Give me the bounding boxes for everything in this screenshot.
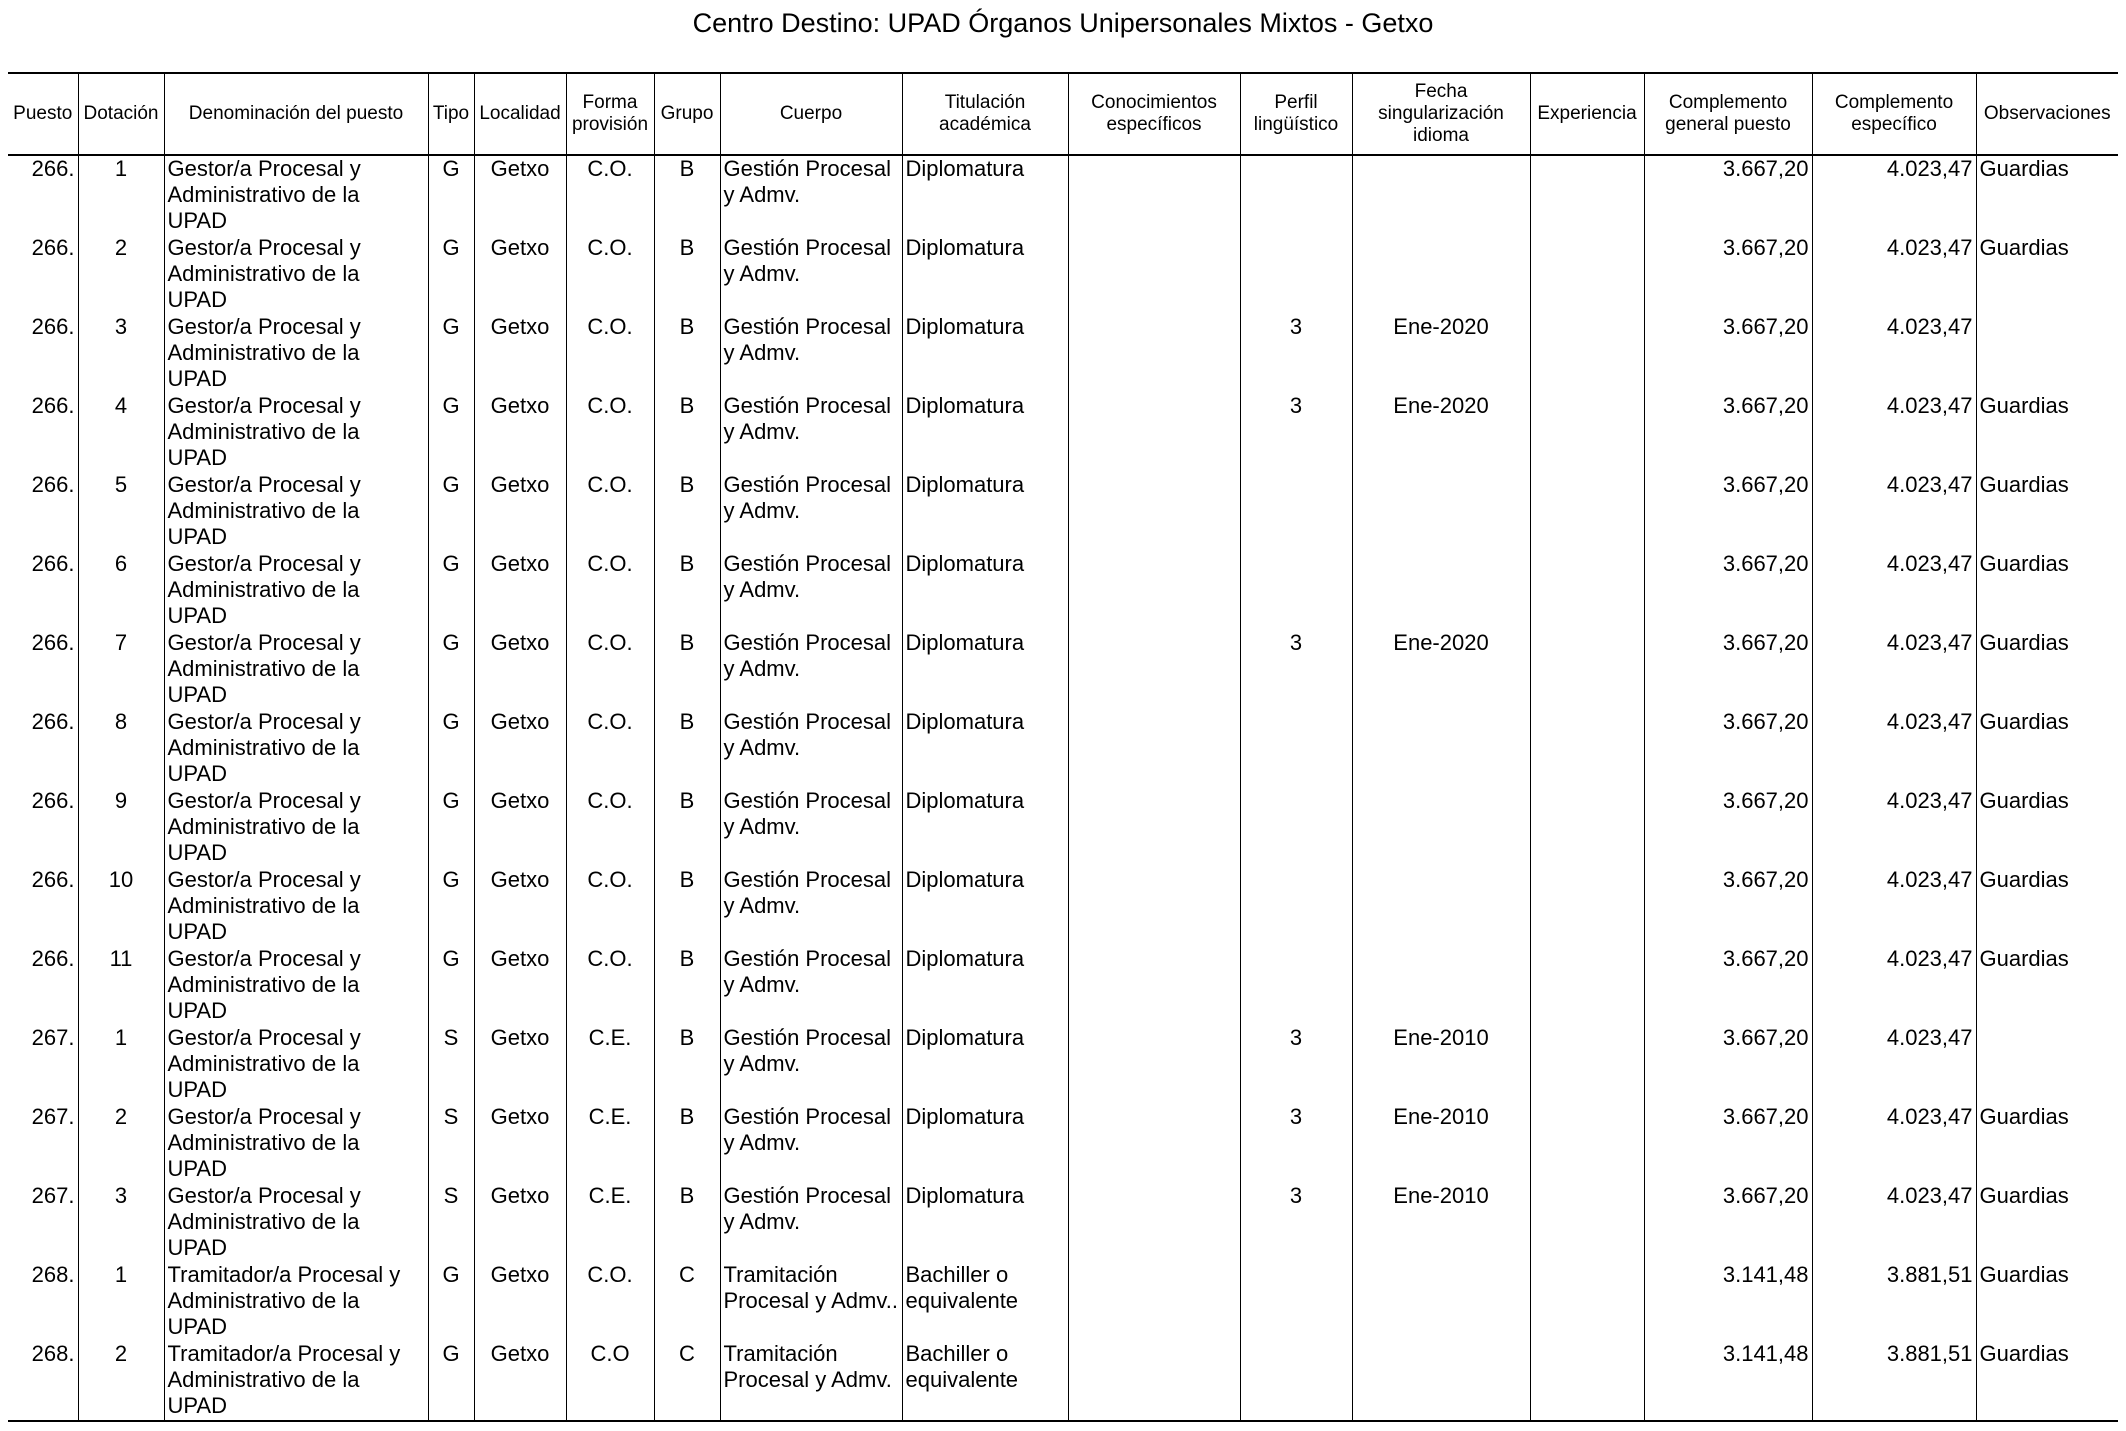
cell-grupo: B — [654, 1104, 720, 1183]
cell-fecha-singularizacion — [1352, 946, 1530, 1025]
cell-perfil-linguistico — [1240, 472, 1352, 551]
cell-complemento-especifico: 4.023,47 — [1812, 630, 1976, 709]
cell-puesto: 268. — [8, 1341, 78, 1421]
table-body — [8, 155, 2118, 1421]
cell-fecha-singularizacion — [1352, 709, 1530, 788]
cell-observaciones: Guardias — [1976, 709, 2118, 788]
cell-complemento-especifico: 4.023,47 — [1812, 1025, 1976, 1104]
cell-conocimientos — [1068, 788, 1240, 867]
cell-cuerpo: Tramitación Procesal y Admv. — [720, 1341, 902, 1421]
cell-tipo: G — [428, 709, 474, 788]
cell-complemento-general: 3.667,20 — [1644, 788, 1812, 867]
cell-puesto: 266. — [31, 393, 75, 418]
cell-complemento-especifico: 4.023,47 — [1812, 314, 1976, 393]
header-forma-provision: Forma provisión — [566, 73, 654, 155]
cell-puesto: 266. — [31, 551, 75, 576]
cell-fecha-singularizacion: Ene-2020 — [1352, 393, 1530, 472]
cell-experiencia — [1530, 1262, 1644, 1341]
cell-forma-provision: C.E. — [566, 1025, 654, 1104]
cell-experiencia — [1530, 235, 1644, 314]
cell-observaciones — [1976, 1025, 2118, 1104]
cell-dotacion: 2 — [78, 235, 164, 314]
cell-localidad: Getxo — [474, 1341, 566, 1421]
cell-complemento-especifico: 4.023,47 — [1812, 155, 1976, 235]
cell-tipo: G — [428, 314, 474, 393]
cell-denominacion: Gestor/a Procesal y Administrativo de la UPAD — [164, 630, 428, 709]
cell-grupo: B — [654, 472, 720, 551]
cell-denominacion: Tramitador/a Procesal y Administrativo de la UPAD — [164, 1262, 428, 1341]
cell-grupo: B — [654, 1183, 720, 1262]
cell-dotacion: 3 — [78, 314, 164, 393]
cell-complemento-especifico: 4.023,47 — [1812, 709, 1976, 788]
cell-perfil-linguistico — [1240, 235, 1352, 314]
cell-grupo: B — [654, 551, 720, 630]
cell-perfil-linguistico: 3 — [1240, 1104, 1352, 1183]
header-tipo: Tipo — [428, 73, 474, 155]
cell-tipo: G — [428, 788, 474, 867]
header-complemento-especifico: Complemento específico — [1812, 73, 1976, 155]
table-row — [8, 946, 2118, 1025]
cell-fecha-singularizacion — [1352, 472, 1530, 551]
cell-puesto: 266. — [31, 788, 75, 813]
cell-titulacion: Bachiller o equivalente — [902, 1262, 1068, 1341]
cell-tipo: G — [428, 235, 474, 314]
page-title: Centro Destino: UPAD Órganos Unipersonales Mixtos - Getxo — [692, 8, 1434, 38]
cell-localidad: Getxo — [474, 1183, 566, 1262]
cell-grupo: B — [654, 630, 720, 709]
cell-denominacion: Gestor/a Procesal y Administrativo de la UPAD — [164, 1025, 428, 1104]
table-row — [8, 314, 2118, 393]
header-grupo: Grupo — [654, 73, 720, 155]
cell-localidad: Getxo — [474, 551, 566, 630]
cell-experiencia — [1530, 1183, 1644, 1262]
cell-conocimientos — [1068, 393, 1240, 472]
header-fecha-singularizacion: Fecha singularización idioma — [1352, 73, 1530, 155]
cell-forma-provision: C.O. — [566, 155, 654, 235]
cell-complemento-general: 3.667,20 — [1644, 1183, 1812, 1262]
table-row — [8, 867, 2118, 946]
cell-tipo: G — [428, 946, 474, 1025]
cell-experiencia — [1530, 1104, 1644, 1183]
cell-conocimientos — [1068, 946, 1240, 1025]
cell-tipo: G — [428, 155, 474, 235]
cell-conocimientos — [1068, 1341, 1240, 1421]
cell-fecha-singularizacion — [1352, 867, 1530, 946]
cell-forma-provision: C.O. — [566, 946, 654, 1025]
cell-fecha-singularizacion — [1352, 1341, 1530, 1421]
cell-tipo: G — [428, 867, 474, 946]
cell-cuerpo: Gestión Procesal y Admv. — [720, 630, 902, 709]
cell-puesto: 266. — [31, 472, 75, 497]
cell-denominacion: Gestor/a Procesal y Administrativo de la UPAD — [164, 314, 428, 393]
table-row — [8, 393, 2118, 472]
cell-fecha-singularizacion — [1352, 235, 1530, 314]
header-dotacion: Dotación — [78, 73, 164, 155]
cell-forma-provision: C.O. — [566, 235, 654, 314]
cell-grupo: C — [654, 1341, 720, 1421]
cell-perfil-linguistico — [1240, 1262, 1352, 1341]
cell-experiencia — [1530, 788, 1644, 867]
cell-localidad: Getxo — [474, 155, 566, 235]
cell-forma-provision: C.O — [566, 1341, 654, 1421]
cell-denominacion: Gestor/a Procesal y Administrativo de la UPAD — [164, 1104, 428, 1183]
cell-grupo: B — [654, 709, 720, 788]
cell-dotacion: 10 — [78, 867, 164, 946]
cell-observaciones: Guardias — [1976, 946, 2118, 1025]
cell-grupo: B — [654, 1025, 720, 1104]
cell-puesto: 266. — [31, 235, 75, 260]
cell-tipo: G — [428, 1262, 474, 1341]
cell-dotacion: 2 — [78, 1104, 164, 1183]
cell-dotacion: 3 — [78, 1183, 164, 1262]
cell-cuerpo: Gestión Procesal y Admv. — [720, 1104, 902, 1183]
cell-conocimientos — [1068, 235, 1240, 314]
cell-perfil-linguistico: 3 — [1240, 630, 1352, 709]
cell-complemento-general: 3.667,20 — [1644, 472, 1812, 551]
cell-forma-provision: C.O. — [566, 867, 654, 946]
cell-cuerpo: Gestión Procesal y Admv. — [720, 472, 902, 551]
cell-titulacion: Diplomatura — [902, 1183, 1068, 1262]
cell-titulacion: Bachiller o equivalente — [902, 1341, 1068, 1421]
cell-complemento-general: 3.667,20 — [1644, 551, 1812, 630]
table-row — [8, 551, 2118, 630]
header-cuerpo: Cuerpo — [720, 73, 902, 155]
cell-localidad: Getxo — [474, 314, 566, 393]
cell-puesto: 266. — [31, 867, 75, 892]
cell-denominacion: Gestor/a Procesal y Administrativo de la UPAD — [164, 472, 428, 551]
cell-fecha-singularizacion — [1352, 788, 1530, 867]
cell-complemento-general: 3.667,20 — [1644, 946, 1812, 1025]
cell-complemento-especifico: 4.023,47 — [1812, 472, 1976, 551]
cell-conocimientos — [1068, 1262, 1240, 1341]
cell-forma-provision: C.O. — [566, 788, 654, 867]
table-row — [8, 1104, 2118, 1183]
header-perfil-linguistico: Perfil lingüístico — [1240, 73, 1352, 155]
cell-cuerpo: Gestión Procesal y Admv. — [720, 393, 902, 472]
cell-forma-provision: C.O. — [566, 314, 654, 393]
cell-grupo: C — [654, 1262, 720, 1341]
cell-tipo: S — [428, 1025, 474, 1104]
cell-cuerpo: Gestión Procesal y Admv. — [720, 709, 902, 788]
cell-perfil-linguistico: 3 — [1240, 1025, 1352, 1104]
table-row — [8, 1183, 2118, 1262]
table-row — [8, 155, 2118, 235]
cell-complemento-general: 3.141,48 — [1644, 1341, 1812, 1421]
cell-forma-provision: C.O. — [566, 393, 654, 472]
header-observaciones: Observaciones — [1976, 73, 2118, 155]
positions-table — [8, 72, 2118, 1422]
cell-denominacion: Tramitador/a Procesal y Administrativo de la UPAD — [164, 1341, 428, 1421]
cell-grupo: B — [654, 235, 720, 314]
cell-observaciones: Guardias — [1976, 1341, 2118, 1421]
cell-experiencia — [1530, 155, 1644, 235]
cell-dotacion: 11 — [78, 946, 164, 1025]
cell-complemento-general: 3.667,20 — [1644, 1104, 1812, 1183]
cell-fecha-singularizacion: Ene-2020 — [1352, 314, 1530, 393]
cell-localidad: Getxo — [474, 235, 566, 314]
cell-localidad: Getxo — [474, 867, 566, 946]
cell-tipo: G — [428, 630, 474, 709]
cell-grupo: B — [654, 155, 720, 235]
cell-localidad: Getxo — [474, 393, 566, 472]
cell-tipo: G — [428, 1341, 474, 1421]
cell-complemento-general: 3.667,20 — [1644, 709, 1812, 788]
cell-titulacion: Diplomatura — [902, 946, 1068, 1025]
cell-fecha-singularizacion: Ene-2010 — [1352, 1104, 1530, 1183]
cell-perfil-linguistico — [1240, 946, 1352, 1025]
cell-experiencia — [1530, 946, 1644, 1025]
table-row — [8, 235, 2118, 314]
cell-observaciones: Guardias — [1976, 155, 2118, 235]
table-header-row — [8, 73, 2118, 155]
table-row — [8, 1025, 2118, 1104]
cell-puesto: 266. — [31, 156, 75, 181]
cell-complemento-especifico: 3.881,51 — [1812, 1341, 1976, 1421]
table-row — [8, 788, 2118, 867]
cell-localidad: Getxo — [474, 630, 566, 709]
cell-experiencia — [1530, 709, 1644, 788]
cell-conocimientos — [1068, 1025, 1240, 1104]
cell-titulacion: Diplomatura — [902, 235, 1068, 314]
cell-experiencia — [1530, 867, 1644, 946]
cell-titulacion: Diplomatura — [902, 314, 1068, 393]
cell-conocimientos — [1068, 709, 1240, 788]
header-puesto: Puesto — [8, 73, 78, 155]
cell-conocimientos — [1068, 630, 1240, 709]
cell-perfil-linguistico — [1240, 155, 1352, 235]
header-titulacion: Titulación académica — [902, 73, 1068, 155]
cell-observaciones: Guardias — [1976, 472, 2118, 551]
cell-grupo: B — [654, 867, 720, 946]
cell-puesto: 266. — [31, 630, 75, 655]
cell-puesto: 266. — [31, 314, 75, 339]
cell-localidad: Getxo — [474, 1104, 566, 1183]
header-denominacion: Denominación del puesto — [164, 73, 428, 155]
cell-complemento-general: 3.667,20 — [1644, 867, 1812, 946]
cell-dotacion: 1 — [78, 1262, 164, 1341]
cell-tipo: S — [428, 1104, 474, 1183]
cell-complemento-general: 3.141,48 — [1644, 1262, 1812, 1341]
cell-localidad: Getxo — [474, 1262, 566, 1341]
cell-puesto: 266. — [31, 709, 75, 734]
cell-perfil-linguistico — [1240, 551, 1352, 630]
cell-cuerpo: Tramitación Procesal y Admv.. — [720, 1262, 902, 1341]
cell-dotacion: 8 — [78, 709, 164, 788]
cell-complemento-especifico: 4.023,47 — [1812, 946, 1976, 1025]
cell-observaciones: Guardias — [1976, 1262, 2118, 1341]
cell-grupo: B — [654, 393, 720, 472]
cell-observaciones: Guardias — [1976, 1104, 2118, 1183]
table-row — [8, 630, 2118, 709]
cell-puesto: 268. — [31, 1262, 75, 1287]
cell-tipo: G — [428, 472, 474, 551]
cell-complemento-especifico: 4.023,47 — [1812, 788, 1976, 867]
cell-forma-provision: C.O. — [566, 472, 654, 551]
cell-localidad: Getxo — [474, 1025, 566, 1104]
cell-dotacion: 1 — [78, 155, 164, 235]
cell-grupo: B — [654, 314, 720, 393]
cell-cuerpo: Gestión Procesal y Admv. — [720, 867, 902, 946]
cell-conocimientos — [1068, 551, 1240, 630]
cell-fecha-singularizacion: Ene-2010 — [1352, 1183, 1530, 1262]
cell-titulacion: Diplomatura — [902, 1025, 1068, 1104]
cell-complemento-especifico: 4.023,47 — [1812, 1183, 1976, 1262]
header-complemento-general: Complemento general puesto — [1644, 73, 1812, 155]
cell-perfil-linguistico — [1240, 788, 1352, 867]
cell-denominacion: Gestor/a Procesal y Administrativo de la UPAD — [164, 709, 428, 788]
cell-tipo: G — [428, 393, 474, 472]
cell-titulacion: Diplomatura — [902, 867, 1068, 946]
cell-experiencia — [1530, 1341, 1644, 1421]
cell-conocimientos — [1068, 1104, 1240, 1183]
cell-forma-provision: C.E. — [566, 1104, 654, 1183]
cell-observaciones: Guardias — [1976, 393, 2118, 472]
cell-perfil-linguistico: 3 — [1240, 1183, 1352, 1262]
cell-fecha-singularizacion: Ene-2010 — [1352, 1025, 1530, 1104]
cell-denominacion: Gestor/a Procesal y Administrativo de la UPAD — [164, 155, 428, 235]
cell-conocimientos — [1068, 867, 1240, 946]
cell-grupo: B — [654, 946, 720, 1025]
cell-titulacion: Diplomatura — [902, 472, 1068, 551]
cell-grupo: B — [654, 788, 720, 867]
cell-conocimientos — [1068, 1183, 1240, 1262]
cell-fecha-singularizacion — [1352, 155, 1530, 235]
cell-localidad: Getxo — [474, 946, 566, 1025]
cell-titulacion: Diplomatura — [902, 788, 1068, 867]
cell-cuerpo: Gestión Procesal y Admv. — [720, 1183, 902, 1262]
table-row — [8, 1341, 2118, 1421]
cell-dotacion: 5 — [78, 472, 164, 551]
cell-forma-provision: C.O. — [566, 630, 654, 709]
cell-experiencia — [1530, 393, 1644, 472]
cell-cuerpo: Gestión Procesal y Admv. — [720, 1025, 902, 1104]
cell-complemento-especifico: 3.881,51 — [1812, 1262, 1976, 1341]
cell-perfil-linguistico: 3 — [1240, 314, 1352, 393]
cell-forma-provision: C.E. — [566, 1183, 654, 1262]
cell-perfil-linguistico — [1240, 867, 1352, 946]
cell-fecha-singularizacion — [1352, 1262, 1530, 1341]
cell-observaciones: Guardias — [1976, 788, 2118, 867]
cell-observaciones: Guardias — [1976, 630, 2118, 709]
cell-complemento-especifico: 4.023,47 — [1812, 1104, 1976, 1183]
header-experiencia: Experiencia — [1530, 73, 1644, 155]
cell-cuerpo: Gestión Procesal y Admv. — [720, 551, 902, 630]
cell-cuerpo: Gestión Procesal y Admv. — [720, 155, 902, 235]
cell-complemento-general: 3.667,20 — [1644, 630, 1812, 709]
cell-conocimientos — [1068, 155, 1240, 235]
table-row — [8, 472, 2118, 551]
header-localidad: Localidad — [474, 73, 566, 155]
table-row — [8, 1262, 2118, 1341]
cell-complemento-especifico: 4.023,47 — [1812, 551, 1976, 630]
cell-cuerpo: Gestión Procesal y Admv. — [720, 314, 902, 393]
cell-puesto: 267. — [31, 1025, 75, 1050]
cell-dotacion: 2 — [78, 1341, 164, 1421]
cell-dotacion: 6 — [78, 551, 164, 630]
cell-localidad: Getxo — [474, 472, 566, 551]
cell-complemento-general: 3.667,20 — [1644, 155, 1812, 235]
cell-complemento-especifico: 4.023,47 — [1812, 235, 1976, 314]
cell-observaciones: Guardias — [1976, 867, 2118, 946]
cell-conocimientos — [1068, 472, 1240, 551]
cell-denominacion: Gestor/a Procesal y Administrativo de la UPAD — [164, 235, 428, 314]
cell-puesto: 267. — [31, 1183, 75, 1208]
cell-cuerpo: Gestión Procesal y Admv. — [720, 788, 902, 867]
cell-perfil-linguistico — [1240, 1341, 1352, 1421]
cell-forma-provision: C.O. — [566, 709, 654, 788]
cell-perfil-linguistico — [1240, 709, 1352, 788]
cell-forma-provision: C.O. — [566, 551, 654, 630]
header-conocimientos: Conocimientos específicos — [1068, 73, 1240, 155]
cell-puesto: 267. — [31, 1104, 75, 1129]
cell-complemento-general: 3.667,20 — [1644, 1025, 1812, 1104]
cell-tipo: G — [428, 551, 474, 630]
cell-tipo: S — [428, 1183, 474, 1262]
cell-experiencia — [1530, 1025, 1644, 1104]
cell-localidad: Getxo — [474, 788, 566, 867]
cell-complemento-general: 3.667,20 — [1644, 393, 1812, 472]
cell-perfil-linguistico: 3 — [1240, 393, 1352, 472]
cell-experiencia — [1530, 472, 1644, 551]
cell-conocimientos — [1068, 314, 1240, 393]
cell-titulacion: Diplomatura — [902, 393, 1068, 472]
cell-puesto: 266. — [31, 946, 75, 971]
cell-fecha-singularizacion: Ene-2020 — [1352, 630, 1530, 709]
cell-dotacion: 7 — [78, 630, 164, 709]
cell-dotacion: 4 — [78, 393, 164, 472]
cell-titulacion: Diplomatura — [902, 1104, 1068, 1183]
cell-observaciones: Guardias — [1976, 1183, 2118, 1262]
cell-titulacion: Diplomatura — [902, 630, 1068, 709]
cell-complemento-especifico: 4.023,47 — [1812, 867, 1976, 946]
cell-denominacion: Gestor/a Procesal y Administrativo de la UPAD — [164, 788, 428, 867]
cell-fecha-singularizacion — [1352, 551, 1530, 630]
cell-titulacion: Diplomatura — [902, 155, 1068, 235]
cell-complemento-especifico: 4.023,47 — [1812, 393, 1976, 472]
cell-denominacion: Gestor/a Procesal y Administrativo de la UPAD — [164, 946, 428, 1025]
cell-complemento-general: 3.667,20 — [1644, 235, 1812, 314]
cell-observaciones: Guardias — [1976, 235, 2118, 314]
cell-cuerpo: Gestión Procesal y Admv. — [720, 946, 902, 1025]
cell-dotacion: 1 — [78, 1025, 164, 1104]
cell-denominacion: Gestor/a Procesal y Administrativo de la UPAD — [164, 551, 428, 630]
cell-denominacion: Gestor/a Procesal y Administrativo de la UPAD — [164, 867, 428, 946]
cell-localidad: Getxo — [474, 709, 566, 788]
cell-experiencia — [1530, 630, 1644, 709]
table-row — [8, 709, 2118, 788]
cell-forma-provision: C.O. — [566, 1262, 654, 1341]
cell-complemento-general: 3.667,20 — [1644, 314, 1812, 393]
cell-titulacion: Diplomatura — [902, 551, 1068, 630]
cell-observaciones — [1976, 314, 2118, 393]
cell-titulacion: Diplomatura — [902, 709, 1068, 788]
cell-denominacion: Gestor/a Procesal y Administrativo de la UPAD — [164, 1183, 428, 1262]
cell-experiencia — [1530, 314, 1644, 393]
cell-denominacion: Gestor/a Procesal y Administrativo de la UPAD — [164, 393, 428, 472]
cell-dotacion: 9 — [78, 788, 164, 867]
cell-observaciones: Guardias — [1976, 551, 2118, 630]
cell-cuerpo: Gestión Procesal y Admv. — [720, 235, 902, 314]
cell-experiencia — [1530, 551, 1644, 630]
